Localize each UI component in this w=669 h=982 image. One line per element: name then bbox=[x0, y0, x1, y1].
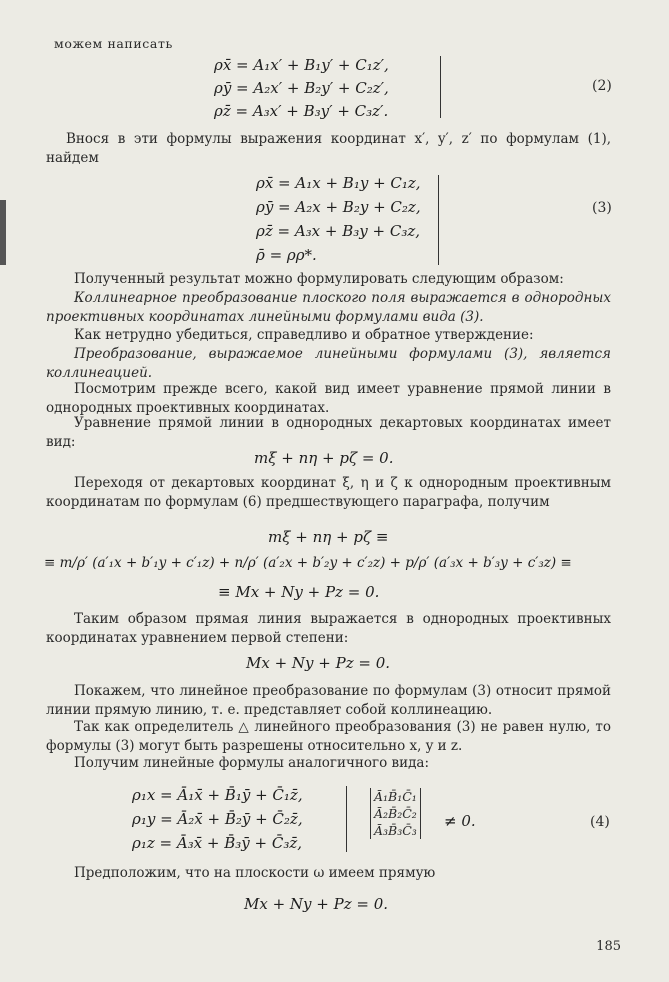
eq3-label: (3) bbox=[592, 200, 612, 216]
eq-long-3: ≡ Mx + Ny + Pz = 0. bbox=[218, 583, 380, 601]
eq3-line-4: ρ̄ = ρρ*. bbox=[256, 246, 317, 264]
eq4-line-2: ρ₁y = Ā₂x̄ + B̄₂ȳ + C̄₂z̄, bbox=[132, 810, 303, 828]
eq3-line-2: ρȳ = A₂x + B₂y + C₂z, bbox=[256, 198, 421, 216]
eq-last: Mx + Ny + Pz = 0. bbox=[244, 895, 389, 913]
paragraph-7: Таким образом прямая линия выражается в однородных проективных координатах уравнением первой степени: bbox=[46, 611, 611, 646]
det-row-2: Ā₂B̄₂C̄₂ bbox=[374, 806, 417, 821]
eq2-line-2: ρȳ = A₂x′ + B₂y′ + C₂z′, bbox=[214, 79, 389, 97]
eq2-line-1: ρx̄ = A₁x′ + B₁y′ + C₁z′, bbox=[214, 56, 389, 74]
eq2-brace bbox=[440, 56, 441, 118]
eq4-label: (4) bbox=[590, 814, 610, 830]
det-row-1: Ā₁B̄₁C̄₁ bbox=[374, 789, 417, 804]
eq3-line-1: ρx̄ = A₁x + B₁y + C₁z, bbox=[256, 174, 421, 192]
paragraph-11: Предположим, что на плоскости ω имеем прямую bbox=[74, 865, 436, 881]
paragraph-2: Полученный результат можно формулировать следующим образом: bbox=[74, 271, 564, 287]
eq-long-1: mξ + nη + pζ ≡ bbox=[268, 528, 389, 546]
intro-text: можем написать bbox=[54, 36, 173, 51]
eq4-brace bbox=[346, 786, 347, 852]
det-row-3: Ā₃B̄₃C̄₃ bbox=[374, 823, 417, 838]
paragraph-3: Как нетрудно убедиться, справедливо и обратное утверждение: bbox=[74, 327, 534, 343]
eq4-neq: ≠ 0. bbox=[444, 812, 476, 830]
eq4-line-1: ρ₁x = Ā₁x̄ + B̄₁ȳ + C̄₁z̄, bbox=[132, 786, 303, 804]
theorem-2: Преобразование, выражаемое линейными формулами (3), является коллинеацией. bbox=[46, 346, 611, 381]
paragraph-5: Уравнение прямой линии в однородных декартовых координатах имеет вид: bbox=[46, 415, 611, 450]
page-number: 185 bbox=[596, 939, 621, 954]
paragraph-6: Переходя от декартовых координат ξ, η и ζ к однородным проективным координатам по формулам (6) предшествующего параграфа, получим bbox=[46, 475, 611, 510]
eq-first-degree: Mx + Ny + Pz = 0. bbox=[246, 654, 391, 672]
paragraph-9: Так как определитель △ линейного преобразования (3) не равен нулю, то формулы (3) могут быть разрешены относительно x, y и z. bbox=[46, 719, 611, 754]
theorem-1: Коллинеарное преобразование плоского поля выражается в однородных проективных координатах линейными формулами вида (3). bbox=[46, 290, 611, 325]
eq3-brace bbox=[438, 175, 439, 265]
eq3-line-3: ρz̄ = A₃x + B₃y + C₃z, bbox=[256, 222, 421, 240]
eq2-line-3: ρz̄ = A₃x′ + B₃y′ + C₃z′. bbox=[214, 102, 389, 120]
paragraph-1: Внося в эти формулы выражения координат x′, y′, z′ по формулам (1), найдем bbox=[46, 131, 611, 166]
paragraph-10: Получим линейные формулы аналогичного вида: bbox=[74, 755, 430, 771]
binding-mark bbox=[0, 200, 6, 265]
eq4-line-3: ρ₁z = Ā₃x̄ + B̄₃ȳ + C̄₃z̄, bbox=[132, 834, 303, 852]
eq-line-cartesian: mξ + nη + pζ = 0. bbox=[254, 449, 394, 467]
paragraph-4: Посмотрим прежде всего, какой вид имеет уравнение прямой линии в однородных проективных координатах. bbox=[46, 381, 611, 416]
paragraph-8: Покажем, что линейное преобразование по формулам (3) относит прямой линии прямую линию, т. е. представляет собой коллинеацию. bbox=[46, 683, 611, 718]
eq-long-2: ≡ m/ρ′ (a′₁x + b′₁y + c′₁z) + n/ρ′ (a′₂x + b′₂y + c′₂z) + p/ρ′ (a′₃x + b′₃y + c′₃z) ≡ bbox=[44, 555, 572, 571]
eq2-label: (2) bbox=[592, 78, 612, 94]
eq4-determinant bbox=[370, 788, 421, 839]
